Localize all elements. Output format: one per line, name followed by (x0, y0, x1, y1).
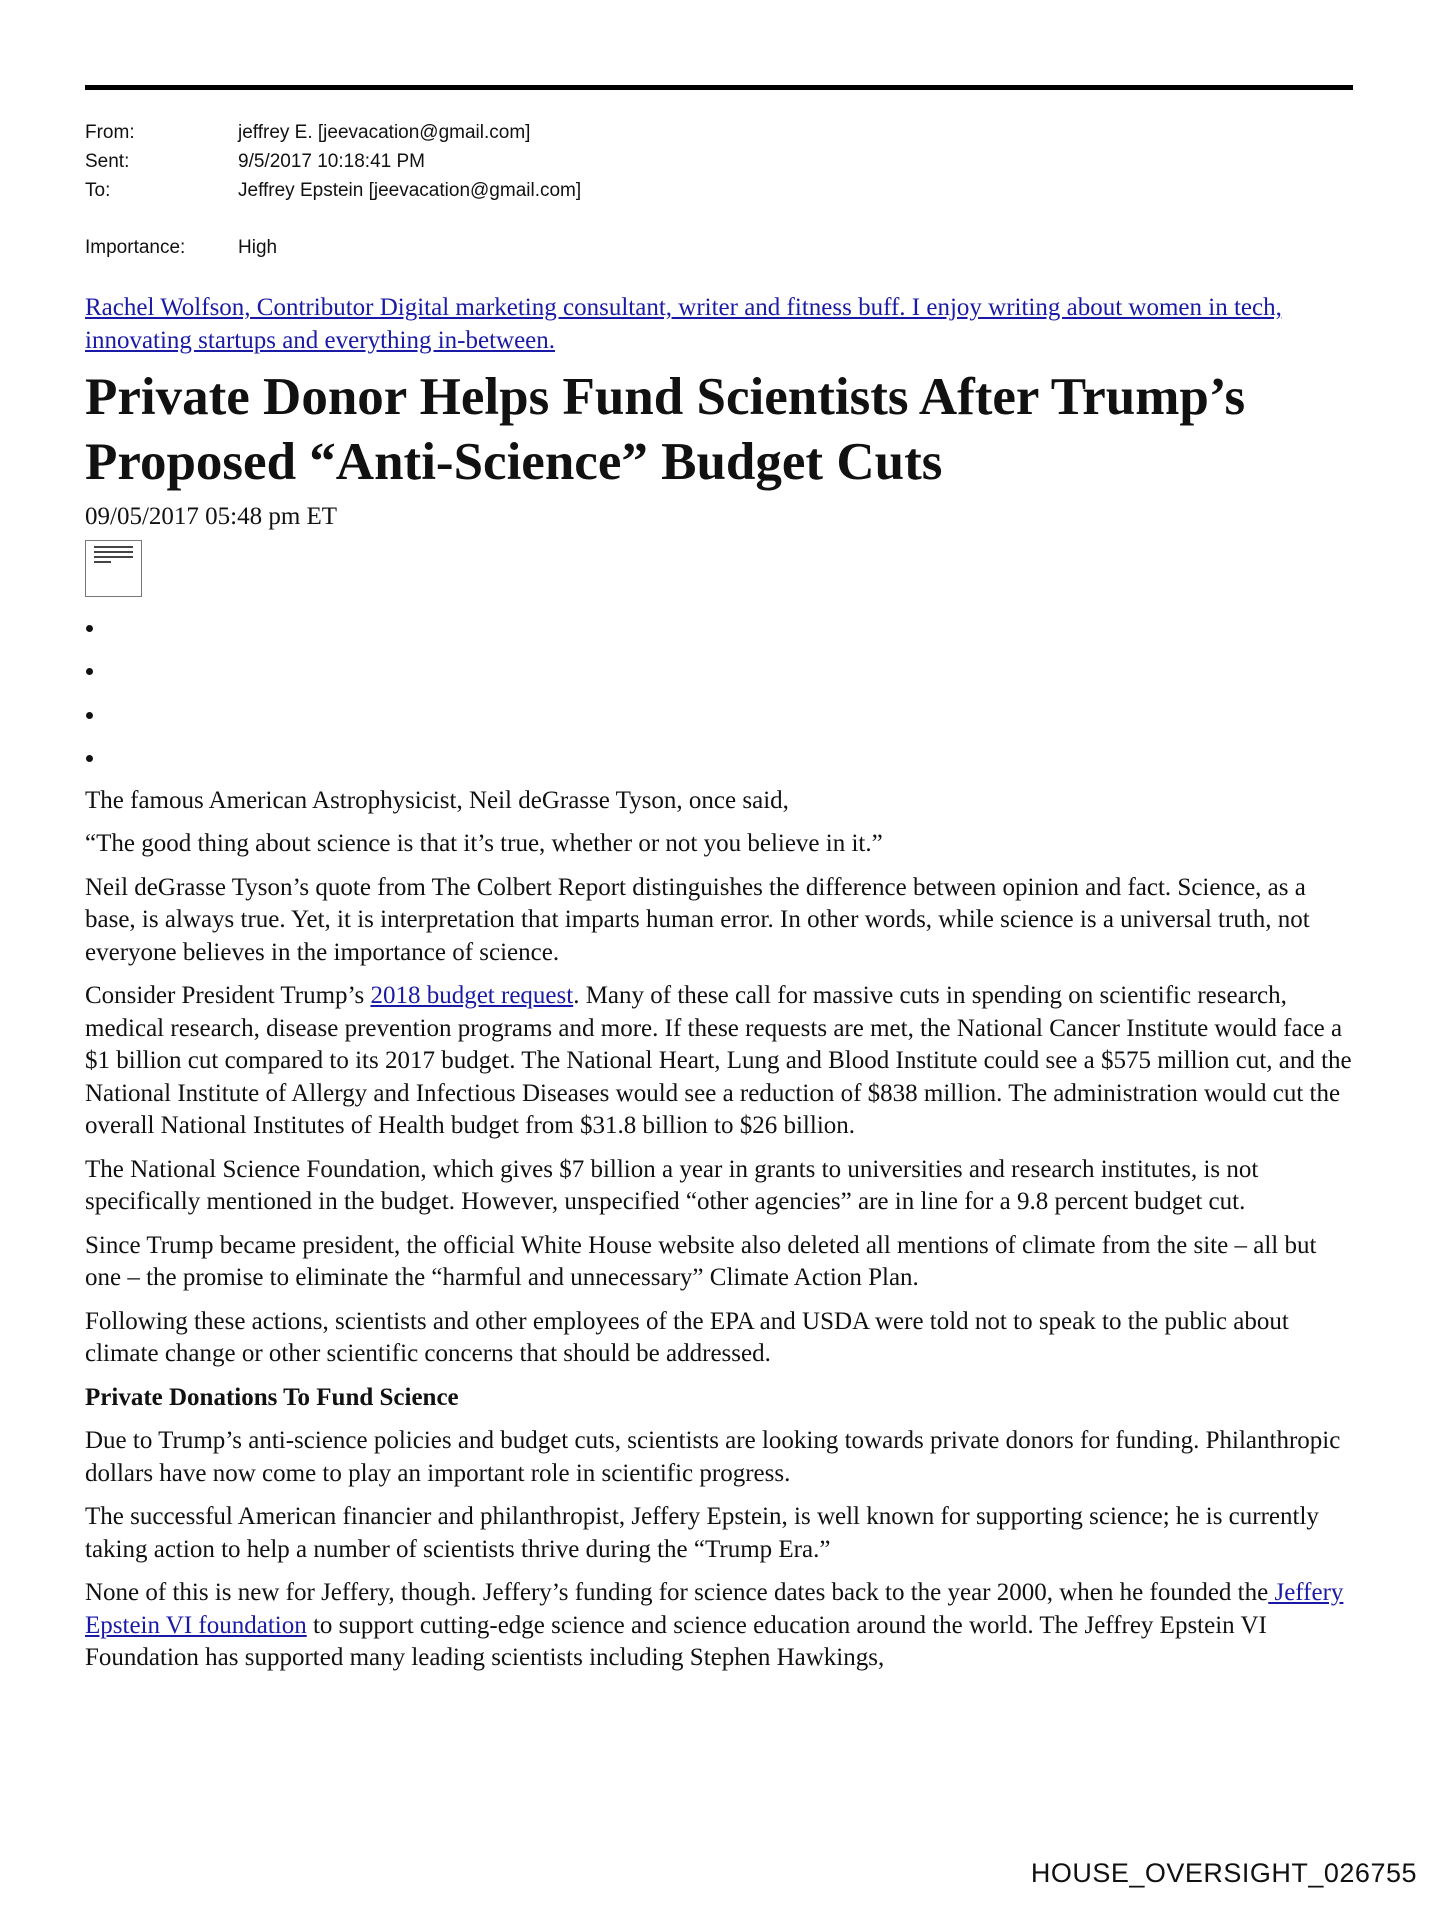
paragraph: The successful American financier and philanthropist, Jeffery Epstein, is well known for supporting science; he is currently taking action to help a number of scientists thrive during the “Trump Era.” (85, 1503, 1319, 1563)
bullet-item (85, 611, 1357, 655)
paragraph: Since Trump became president, the official White House website also deleted all mentions of climate from the site – all but one – the promise to eliminate the “harmful and unnecessary” Climate Action Plan. (85, 1231, 1317, 1291)
paragraph: Neil deGrasse Tyson’s quote from The Colbert Report distinguishes the difference between opinion and fact. Science, as a base, is always true. Yet, it is interpretation that imparts human error. In other words, while science is a universal truth, not everyone believes in the importance of science. (85, 873, 1310, 966)
to-row (85, 176, 581, 205)
subheading: Private Donations To Fund Science (85, 1383, 459, 1411)
from-value: jeffrey E. [jeevacation@gmail.com] (238, 122, 531, 143)
sent-row (85, 147, 581, 176)
paragraph: The National Science Foundation, which gives $7 billion a year in grants to universities and research institutes, is not specifically mentioned in the budget. However, unspecified “other agencies” are in line for a 9.8 percent budget cut. (85, 1155, 1259, 1215)
from-row (85, 118, 581, 147)
paragraph (85, 980, 1357, 1143)
importance-value: High (238, 237, 278, 258)
from-label: From: (85, 122, 135, 143)
bullet-item (85, 741, 1357, 785)
bullet-item (85, 698, 1357, 742)
author-link[interactable]: Rachel Wolfson, Contributor Digital marketing consultant, writer and fitness buff. I enjoy writing about women in tech, innovating startups and everything in-between. (85, 294, 1282, 354)
quote-paragraph: “The good thing about science is that it’s true, whether or not you believe in it.” (85, 830, 883, 857)
text-segment: . Many of these call for massive cuts in spending on scientific research, medical research, disease prevention programs and more. If these requests are met, the National Cancer Institute would face a $1 billion cut compared to its 2017 budget. The National Heart, Lung and Blood Institute could see a $575 million cut, and the National Institute of Allergy and Infectious Diseases would see a reduction of $838 million. The administration would cut the overall National Institutes of Health budget from $31.8 billion to $26 billion. (85, 982, 1352, 1139)
bullet-item (85, 654, 1357, 698)
empty-bullet-list (85, 611, 1357, 785)
sent-value: 9/5/2017 10:18:41 PM (238, 151, 425, 172)
article-body (85, 292, 1357, 1686)
email-header (85, 118, 581, 262)
paragraph (85, 1577, 1357, 1675)
broken-image-thumbnail (85, 540, 142, 597)
text-segment: to support cutting-edge science and science education around the world. The Jeffrey Epstein VI Foundation has supported many leading scientists including Stephen Hawkings, (85, 1611, 1267, 1671)
article-date: 09/05/2017 05:48 pm ET (85, 503, 338, 530)
paragraph: Following these actions, scientists and other employees of the EPA and USDA were told not to speak to the public about climate change or other scientific concerns that should be addressed. (85, 1307, 1289, 1367)
budget-request-link[interactable]: 2018 budget request (370, 982, 574, 1009)
to-value: Jeffrey Epstein [jeevacation@gmail.com] (238, 180, 582, 201)
importance-label: Importance: (85, 237, 186, 258)
text-segment: None of this is new for Jeffery, though. Jeffery’s funding for science dates back to the year 2000, when he founded the (85, 1579, 1269, 1606)
article-title: Private Donor Helps Fund Scientists After Trump’s Proposed “Anti-Science” Budget Cuts (85, 368, 1246, 491)
importance-row (85, 233, 581, 262)
header-rule (85, 85, 1353, 90)
to-label: To: (85, 180, 111, 201)
bates-number: HOUSE_OVERSIGHT_026755 (1030, 1858, 1417, 1888)
foundation-link[interactable]: Jeffery Epstein VI foundation (85, 1579, 1344, 1639)
text-segment: Consider President Trump’s (85, 982, 371, 1009)
paragraph: The famous American Astrophysicist, Neil deGrasse Tyson, once said, (85, 786, 789, 814)
sent-label: Sent: (85, 151, 130, 172)
paragraph: Due to Trump’s anti-science policies and budget cuts, scientists are looking towards private donors for funding. Philanthropic dollars have now come to play an important role in scientific progress. (85, 1427, 1341, 1487)
